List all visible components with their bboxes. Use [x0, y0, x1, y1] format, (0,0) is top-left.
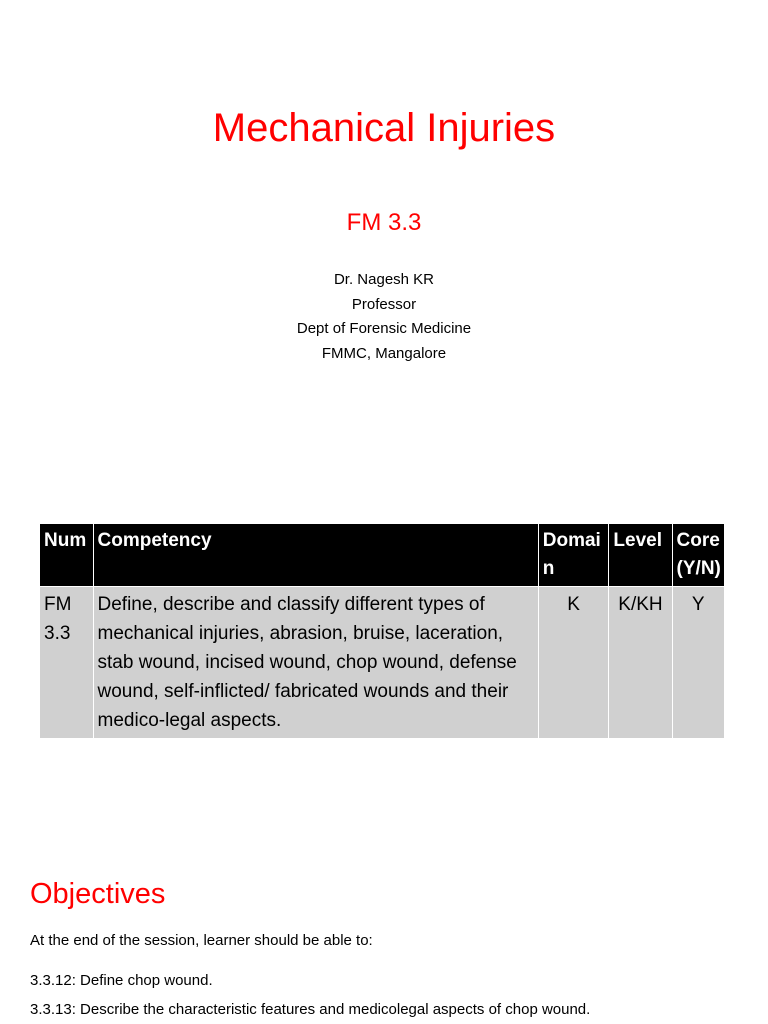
cell-core: Y — [672, 587, 724, 739]
slide-subtitle: FM 3.3 — [346, 209, 422, 236]
header-num: Num — [40, 524, 94, 587]
author-title: Professor — [351, 295, 417, 313]
slide-title: Mechanical Injuries — [212, 106, 556, 150]
header-domain: Domain — [538, 524, 609, 587]
list-item: 3.3.13: Describe the characteristic features and medicolegal aspects of chop wound. — [30, 1001, 591, 1018]
objectives-intro: At the end of the session, learner should be able to: — [30, 932, 373, 949]
header-level: Level — [609, 524, 672, 587]
author-department: Dept of Forensic Medicine — [296, 320, 472, 338]
cell-competency: Define, describe and classify different types of mechanical injuries, abrasion, bruise, laceration, stab wound, incised wound, chop wound, defense wound, self-inflicted/ fabricated wounds and their medico-legal aspects. — [93, 587, 538, 739]
cell-num: FM 3.3 — [40, 587, 94, 739]
header-competency: Competency — [93, 524, 538, 587]
cell-domain: K — [538, 587, 609, 739]
list-item: 3.3.12: Define chop wound. — [30, 972, 213, 989]
author-institution: FMMC, Mangalore — [321, 345, 447, 363]
author-name: Dr. Nagesh KR — [333, 271, 435, 288]
author-block — [0, 268, 768, 367]
table-row — [40, 587, 725, 739]
header-core: Core (Y/N) — [672, 524, 724, 587]
objectives-list — [30, 966, 590, 1024]
objectives-heading: Objectives — [30, 878, 166, 910]
competency-table — [39, 523, 725, 739]
cell-level: K/KH — [609, 587, 672, 739]
table-header-row — [40, 524, 725, 587]
